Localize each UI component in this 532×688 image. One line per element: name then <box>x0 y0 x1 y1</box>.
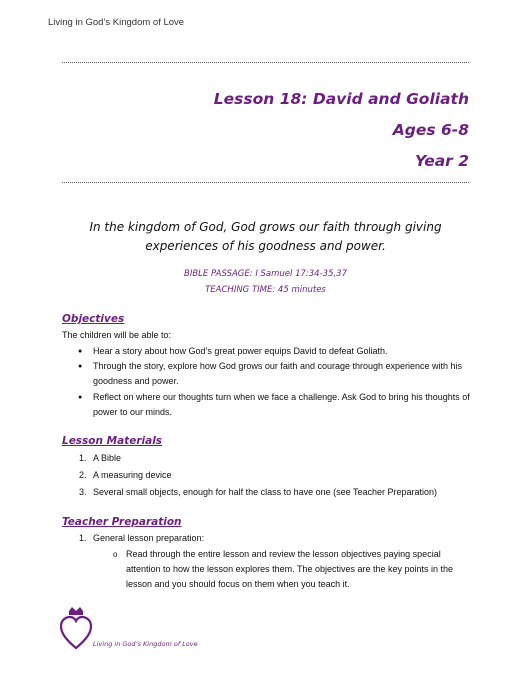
list-item <box>0 344 532 359</box>
bullet-icon: ● <box>78 348 83 355</box>
bible-passage: BIBLE PASSAGE: I Samuel 17:34-35,37 <box>184 269 347 279</box>
preparation-heading: Teacher Preparation <box>62 516 182 528</box>
item-number: 2. <box>79 470 87 480</box>
material-text: Several small objects, enough for half the class to have one (see Teacher Preparation) <box>93 487 438 497</box>
preparation-text: General lesson preparation: <box>93 533 205 543</box>
bullet-icon: ● <box>78 363 83 370</box>
ages-label: Ages 6-8 <box>392 121 469 139</box>
teaching-time: TEACHING TIME: 45 minutes <box>205 285 326 295</box>
list-item <box>0 547 532 595</box>
footer-text: Living in God’s Kingdom of Love <box>93 640 198 648</box>
item-number: 1. <box>79 453 87 463</box>
list-item <box>0 451 532 466</box>
objective-text: Through the story, explore how God grows our faith and courage through experience with his goodness and power. <box>93 361 463 386</box>
preparation-subtext: Read through the entire lesson and review the lesson objectives paying special attention to how the lesson explores them. The objectives are the key points in the lesson and you should focus on them when you teach it. <box>126 549 454 589</box>
objectives-heading: Objectives <box>62 313 125 325</box>
list-item <box>0 359 532 389</box>
materials-heading: Lesson Materials <box>62 435 163 447</box>
list-item <box>0 485 532 500</box>
objective-text: Hear a story about how God’s great power equips David to defeat Goliath. <box>93 346 388 356</box>
top-divider <box>62 62 469 63</box>
item-number: 3. <box>79 487 87 497</box>
objective-text: Reflect on where our thoughts turn when we face a challenge. Ask God to bring his thoughts of power to our minds. <box>93 392 470 417</box>
material-text: A measuring device <box>93 470 172 480</box>
bullet-icon: ● <box>78 394 83 401</box>
list-item <box>0 468 532 483</box>
item-number: 1. <box>79 533 87 543</box>
list-item <box>0 390 532 420</box>
running-header: Living in God’s Kingdom of Love <box>48 17 185 28</box>
crown-heart-logo-icon <box>60 606 92 652</box>
list-item <box>0 531 532 546</box>
intro-statement: In the kingdom of God, God grows our faith through giving experiences of his goodness and power. <box>89 220 442 253</box>
bottom-divider <box>62 182 469 183</box>
circle-bullet-icon: o <box>113 550 118 559</box>
lesson-title: Lesson 18: David and Goliath <box>213 90 469 108</box>
material-text: A Bible <box>93 453 122 463</box>
objectives-lead: The children will be able to: <box>62 330 172 340</box>
year-label: Year 2 <box>414 152 469 170</box>
